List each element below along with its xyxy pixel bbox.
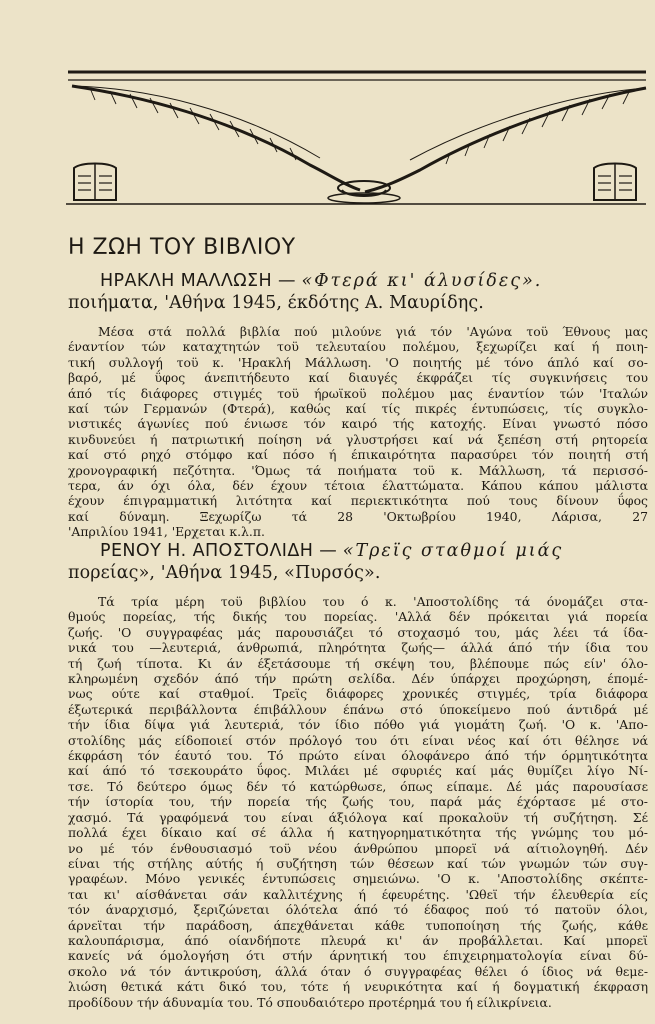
paragraph-line: έξωτερικά περιβάλλοντα έπιβάλλουν έπάνω στό ύποκείμενο πού άντιδρά μέ	[68, 701, 648, 717]
paragraph-line: τική συλλογή τοϋ κ. 'Ηρακλή Μάλλωση. 'Ο ποιητής μέ τόνο άπλό καί σο-	[68, 354, 648, 370]
paragraph-line: καλουπάρισμα, άπό οίανδήποτε πλευρά κι' άν προβάλλεται. Καί μπορεϊ	[68, 932, 648, 948]
paragraph-line: τόν άναρχισμό, ξεριζώνεται όλότελα άπό τό έδαφος πού τό πατοϋν όλοι,	[68, 902, 648, 918]
paragraph-line: ται κι' αίσθάνεται σάν καλλιτέχνης ή έφευρέτης. 'Ωθεϊ τήν έλευθερία είς	[68, 886, 648, 902]
section-title: Η ΖΩΗ ΤΟΥ ΒΙΒΛΙΟΥ	[68, 235, 296, 260]
review-body	[68, 594, 648, 1010]
paragraph-line: κανείς νά όμολογήση ότι στήν άρνητική του έπιχειρηματολογία είναι δύ-	[68, 948, 648, 964]
paragraph-line: νικά του —λευτεριά, άνθρωπιά, πληρότητα ζωής— άλλά άπό τήν ίδια του	[68, 640, 648, 656]
paragraph-line: άρνεϊται τήν παράδοση, άπεχθάνεται κάθε τυποποίηση τής ζωής, κάθε	[68, 917, 648, 933]
paragraph-line: καί στό ρηχό στόμφο καί πόσο ή έπικαιρότητα παρασύρει τόν ποιητή στή	[68, 447, 648, 463]
paragraph-line: λιώση θετικά κάτι δικό του, τότε ή νευρικότητα καί ή δογματική έκφραση	[68, 979, 648, 995]
review-body	[68, 324, 648, 540]
paragraph-line: Μέσα στά πολλά βιβλία πού μιλούνε γιά τόν 'Αγώνα τοϋ Έθνους μας	[98, 324, 648, 339]
paragraph-line: τή ζωή τίποτα. Κι άν έξετάσουμε τή σκέψη του, βλέπουμε πώς είν' όλο-	[68, 655, 648, 671]
review-book-title: «Τρεϊς σταθμοί μιάς	[342, 541, 564, 561]
paragraph-line: 'Απριλίου 1941, 'Ερχεται κ.λ.π.	[68, 524, 265, 540]
paragraph-line: έκφράση τόν έαυτό του. Τό πρώτο είναι όλοφάνερο άπό τήν όρμητικότητα	[68, 748, 648, 764]
paragraph-line: τερα, άν όχι όλα, δέν έχουν τέτοια έλαττώματα. Κάπου κάπου μάλιστα	[68, 478, 648, 494]
paragraph-line: κληρωμένη σχεδόν άπό τήν πρώτη σελίδα. Δέν ύπάρχει προχώρηση, έπομέ-	[68, 671, 648, 687]
paragraph-line: νο μέ τόν ένθουσιασμό τοϋ νέου άνθρώπου μπορεϊ νά αίτιολογηθή. Δέν	[68, 840, 648, 856]
paragraph-line: νιστικές άγωνίες πού ένιωσε τόν καιρό τής κατοχής. Είναι γνωστό πόσο	[68, 416, 648, 432]
paragraph-line: τήν ίστορία του, τήν πορεία τής ζωής του, παρά μάς έχόρτασε μέ στο-	[68, 794, 648, 810]
review-book-title: «Φτερά κι' άλυσίδες».	[301, 271, 543, 291]
paragraph-line: χρονογραφική πεζότητα. 'Όμως τά ποιήματα τοϋ κ. Μάλλωση, τά περισσό-	[68, 462, 648, 478]
paragraph-line: ζωής. 'Ο συγγραφέας μάς παρουσιάζει τό στοχασμό του, μάς λέει τά ίδα-	[68, 624, 648, 640]
review-author: ΗΡΑΚΛΗ ΜΑΛΛΩΣΗ —	[100, 271, 296, 291]
paragraph-line: πολλά έχει δίκαιο καί σέ άλλα ή κατηγορηματικότητα τής γνώμης του μό-	[68, 825, 648, 841]
paragraph-line: τσε. Τό δεύτερο όμως δέν τό κατώρθωσε, όπως είπαμε. Δέ μάς παρουσίασε	[68, 778, 648, 794]
paragraph-line: στολίδης μάς είδοποιεί στόν πρόλογό του ότι είναι νέος καί ότι θέλησε νά	[68, 732, 648, 748]
paragraph-line: καί τών Γερμανών (Φτερά), καθώς καί τίς πικρές έντυπώσεις, τίς συγκλο-	[68, 401, 648, 417]
review-heading	[68, 270, 648, 314]
paragraph-line: σκολο νά τόν άντικρούση, άλλά όταν ό συγγραφέας θέλει ό ίδιος νά θεμε-	[68, 963, 648, 979]
paragraph-line: άπό τίς διάφορες στιγμές τοϋ ήρωϊκοϋ πολέμου μας έναντίον τών 'Ιταλών	[68, 385, 648, 401]
review-author: ΡΕΝΟΥ Η. ΑΠΟΣΤΟΛΙΔΗ —	[100, 541, 338, 561]
paragraph-line: γραφέων. Μόνο γενικές έντυπώσεις σημειώνω. 'Ο κ. 'Αποστολίδης σκέπτε-	[68, 871, 648, 887]
review-1	[68, 270, 648, 540]
paragraph-line: έχουν έπιγραμματική λιτότητα καί περιεκτικότητα πού τους δίνουν ΰφος	[68, 493, 648, 509]
review-publication-info: ποιήματα, 'Αθήνα 1945, έκδότης Α. Μαυρίδης.	[68, 293, 484, 313]
paragraph-line: είναι τής στήλης αύτής ή συζήτηση τών θέσεων καί τών γνωμών τών συγ-	[68, 855, 648, 871]
paragraph-line: βαρό, μέ ΰφος άνεπιτήδευτο καί διαυγές έκφράζει τίς συγκινήσεις του	[68, 370, 648, 386]
paragraph-line: τήν ίδια δίψα γιά λευτεριά, τόν ίδιο πόθο γιά γιομάτη ζωή. 'Ο κ. 'Απο-	[68, 717, 648, 733]
book-quill-ornament	[60, 60, 650, 210]
paragraph-line: έναντίον τών καταχτητών τοϋ τελευταίου πολέμου, ξεχωρίζει καί ή ποιη-	[68, 339, 648, 355]
review-heading	[68, 540, 648, 584]
review-publication-info: πορείας», 'Αθήνα 1945, «Πυρσός».	[68, 563, 381, 583]
paragraph-line: νως ούτε καί σταθμοί. Τρεϊς διάφορες χρονικές στιγμές, τρία διάφορα	[68, 686, 648, 702]
paragraph-line: κινδυνεύει ή πατριωτική ποίηση νά γλυστρήσει καί νά ξεπέση στή ρητορεία	[68, 431, 648, 447]
review-2	[68, 540, 648, 1010]
paragraph-line: καί δύναμη. Ξεχωρίζω τά 28 'Οκτωβρίου 1940, Λάρισα, 27	[68, 508, 648, 524]
paragraph-line: θμούς πορείας, τής δικής του πορείας. 'Αλλά δέν πρόκειται γιά πορεία	[68, 609, 648, 625]
paragraph-line: χασμό. Τά γραφόμενά του είναι άξιόλογα καί προκαλοϋν τή συζήτηση. Σέ	[68, 809, 648, 825]
paragraph-line: Τά τρία μέρη τοϋ βιβλίου του ό κ. 'Αποστολίδης τά όνομάζει στα-	[98, 594, 648, 609]
paragraph-line: προδίδουν τήν άδυναμία του. Τό σπουδαιότερο προτέρημά του ή είλικρίνεια.	[68, 994, 552, 1010]
paragraph-line: καί άπό τό τσεκουράτο ΰφος. Μιλάει μέ σφυριές καί μάς θυμίζει λίγο Νί-	[68, 763, 648, 779]
